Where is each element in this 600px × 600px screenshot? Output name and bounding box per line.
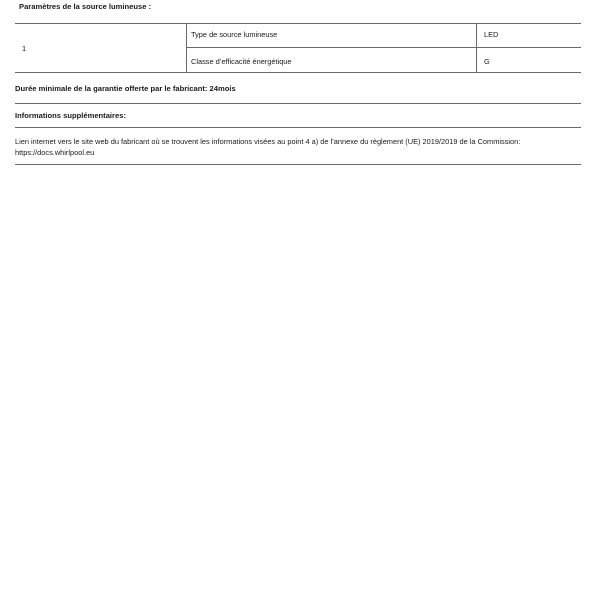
table-row-separator — [186, 47, 581, 48]
manufacturer-link-text: Lien internet vers le site web du fabricant où se trouvent les informations visées au point 4 a) de l’annexe du règlement (UE) 2019/2019 de la Commission: https://docs.whirlpool.eu — [15, 137, 521, 157]
light-source-type-value: LED — [484, 30, 499, 39]
energy-class-value: G — [484, 57, 490, 66]
energy-class-label: Classe d’efficacité énergétique — [191, 57, 292, 66]
additional-info-divider — [15, 127, 581, 128]
additional-info-heading: Informations supplémentaires: — [15, 111, 126, 120]
light-source-type-label: Type de source lumineuse — [191, 30, 278, 39]
table-bottom-border — [15, 72, 581, 73]
row-number: 1 — [22, 44, 27, 53]
warranty-text: Durée minimale de la garantie offerte par le fabricant: 24mois — [15, 84, 236, 93]
warranty-divider — [15, 103, 581, 104]
light-source-heading: Paramètres de la source lumineuse : — [19, 2, 152, 11]
table-top-border — [15, 23, 581, 24]
footer-divider — [15, 164, 581, 165]
